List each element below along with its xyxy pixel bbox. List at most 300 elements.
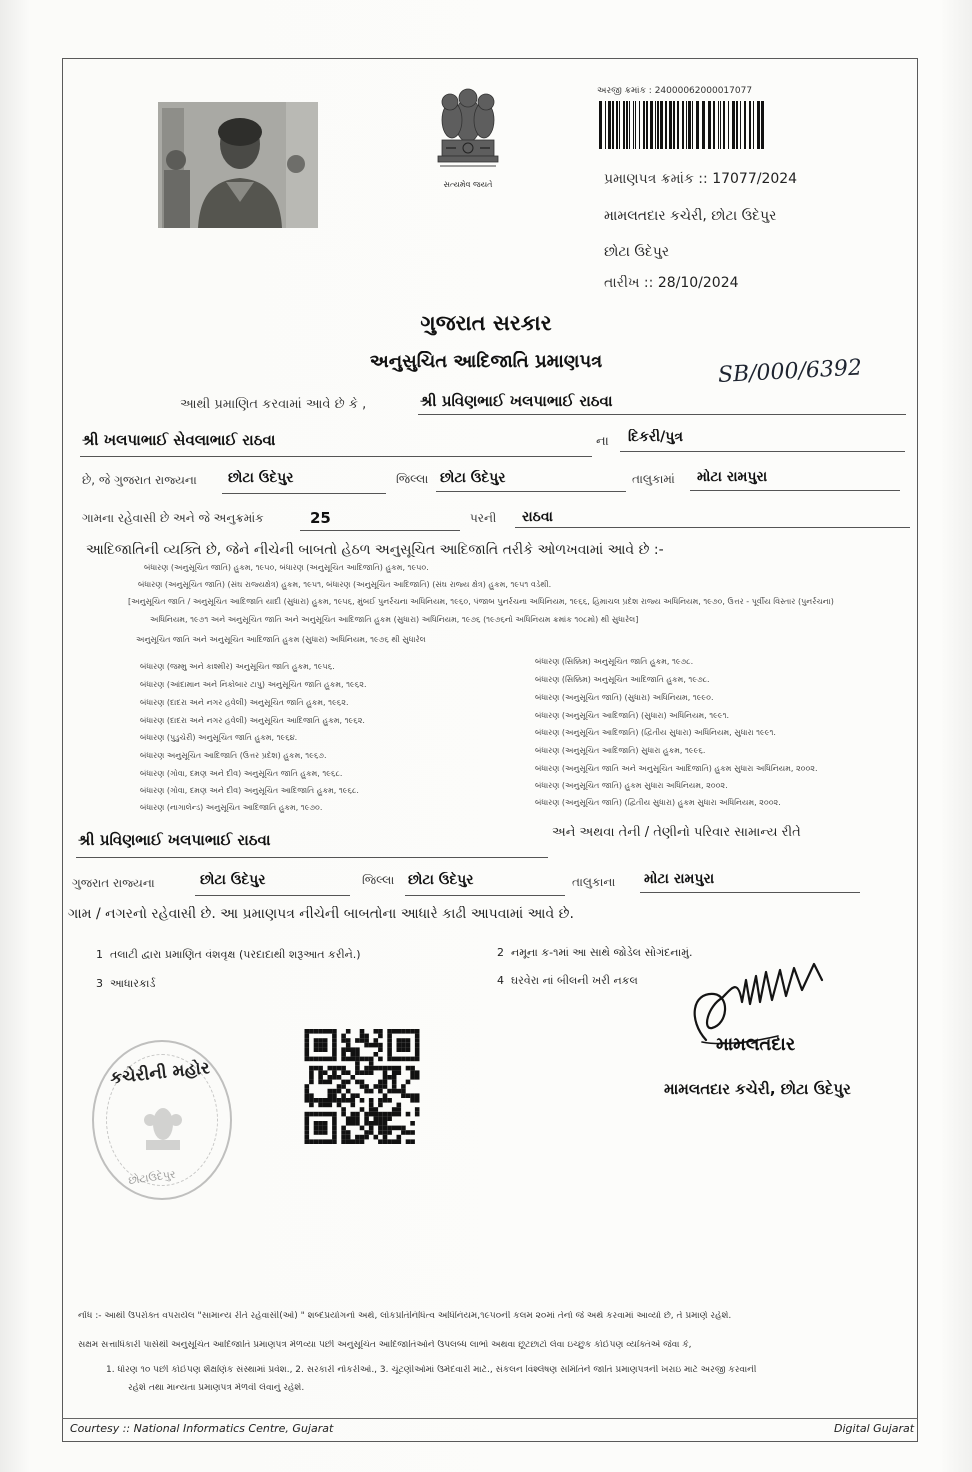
qr-module [392, 1089, 397, 1094]
qr-module [337, 1089, 342, 1094]
order-right-item: બંધારણ (અનુસૂચિત આદિજાતિ) (દ્વિતીય સુધારા) અધિનિયમ, સુધારા ૧૯૯૧. [535, 728, 776, 737]
qr-module [332, 1066, 337, 1071]
district-value-2: છોટા ઉદેપુર [440, 470, 506, 486]
qr-module [337, 1084, 342, 1089]
barcode-bar [657, 101, 659, 149]
qr-module [360, 1098, 365, 1103]
qr-module [355, 1066, 360, 1071]
barcode-bar [629, 101, 630, 149]
qr-module [332, 1112, 337, 1117]
national-emblem-icon [430, 80, 506, 180]
person-name-underline [418, 414, 906, 415]
qr-module [328, 1080, 333, 1085]
qr-module [378, 1029, 383, 1034]
qr-module [383, 1093, 388, 1098]
qr-module [387, 1043, 392, 1048]
qr-module [341, 1130, 346, 1135]
qr-module [410, 1098, 415, 1103]
qr-module [387, 1047, 392, 1052]
qr-module [392, 1126, 397, 1131]
person-name: શ્રી પ્રવિણભાઈ ખલપાભાઈ રાઠવા [420, 392, 613, 410]
qr-module [369, 1043, 374, 1048]
qr-module [374, 1084, 379, 1089]
qr-module [305, 1047, 310, 1052]
qr-module [328, 1139, 333, 1144]
qr-module [337, 1075, 342, 1080]
qr-module [314, 1121, 319, 1126]
qr-module [355, 1135, 360, 1140]
barcode-bar [660, 101, 663, 149]
qr-module [406, 1112, 411, 1117]
qr-module [378, 1080, 383, 1085]
qr-module [369, 1103, 374, 1108]
signatory-office: મામલતદાર કચેરી, છોટા ઉદેપુર [664, 1080, 851, 1098]
qr-module [410, 1029, 415, 1034]
qr-module [341, 1107, 346, 1112]
qr-module [406, 1139, 411, 1144]
qr-module [346, 1089, 351, 1094]
certificate-number: 17077/2024 [712, 171, 798, 187]
qr-module [332, 1038, 337, 1043]
qr-module [387, 1052, 392, 1057]
qr-module [387, 1075, 392, 1080]
order-line: અધિનિયમ, ૧૯૭૧ અને અનુસૂચિત જાતિ અને અનુસૂચિત આદિજાતિ હુકમ (સુધારા) અધિનિયમ, ૧૯૭૬ (૧૯૭૬નો અધિનિયમ ક્રમાંક ૧૦૮મો) થી સુધારેલ] [150, 615, 639, 624]
qr-module [397, 1070, 402, 1075]
barcode-bar [720, 101, 721, 149]
qr-module [374, 1043, 379, 1048]
qr-module [360, 1029, 365, 1034]
qr-module [305, 1112, 310, 1117]
relation: દિકરી/પુત્ર [628, 429, 683, 445]
qr-module [392, 1029, 397, 1034]
qr-module [410, 1093, 415, 1098]
qr-module [383, 1066, 388, 1071]
barcode-bar [732, 101, 735, 149]
barcode-bar [728, 101, 729, 149]
qr-module [387, 1029, 392, 1034]
qr-module [360, 1038, 365, 1043]
document-number: 3 [96, 977, 103, 990]
qr-module [387, 1057, 392, 1062]
qr-module [328, 1057, 333, 1062]
qr-module [355, 1093, 360, 1098]
qr-module [383, 1075, 388, 1080]
qr-module [383, 1130, 388, 1135]
qr-module [364, 1057, 369, 1062]
qr-module [318, 1126, 323, 1131]
qr-module [314, 1130, 319, 1135]
qr-module [397, 1139, 402, 1144]
qr-module [415, 1070, 420, 1075]
qr-module [355, 1038, 360, 1043]
qr-module [415, 1098, 420, 1103]
qr-module [360, 1126, 365, 1131]
qr-module [383, 1139, 388, 1144]
qr-module [309, 1057, 314, 1062]
qr-module [410, 1075, 415, 1080]
qr-module [397, 1057, 402, 1062]
qr-module [323, 1029, 328, 1034]
qr-module [355, 1139, 360, 1144]
qr-module [318, 1130, 323, 1135]
qr-module [355, 1061, 360, 1066]
qr-module [341, 1047, 346, 1052]
qr-module [351, 1047, 356, 1052]
barcode-bar [633, 101, 634, 149]
qr-module [318, 1080, 323, 1085]
qr-module [314, 1038, 319, 1043]
qr-module [341, 1093, 346, 1098]
qr-module [346, 1029, 351, 1034]
qr-module [318, 1029, 323, 1034]
qr-module [323, 1080, 328, 1085]
qr-module [309, 1080, 314, 1085]
qr-module [341, 1057, 346, 1062]
qr-module [323, 1126, 328, 1131]
certificate-number-row [604, 171, 844, 189]
qr-module [360, 1070, 365, 1075]
qr-module [309, 1139, 314, 1144]
barcode-bar [686, 101, 687, 149]
tribe-name: રાઠવા [522, 509, 553, 525]
qr-module [337, 1098, 342, 1103]
serial-number: 25 [310, 509, 331, 527]
qr-module [369, 1107, 374, 1112]
qr-module [415, 1112, 420, 1117]
qr-module [318, 1066, 323, 1071]
barcode-bar [702, 101, 705, 149]
qr-module [378, 1089, 383, 1094]
document-text: તલાટી દ્વારા પ્રમાણિત વંશવૃક્ષ (પરદાદાથી શરૂઆત કરીને.) [110, 948, 361, 961]
qr-module [401, 1043, 406, 1048]
qr-module [341, 1034, 346, 1039]
qr-module [360, 1080, 365, 1085]
residence-village-underline [640, 892, 860, 893]
seal-label: કચેરીની મહોર [109, 1058, 211, 1089]
qr-module [397, 1135, 402, 1140]
qr-module [328, 1075, 333, 1080]
applicant-photo [158, 102, 318, 228]
district-1-underline [222, 493, 386, 494]
qr-module [397, 1038, 402, 1043]
qr-module [387, 1038, 392, 1043]
qr-module [323, 1043, 328, 1048]
qr-module [318, 1038, 323, 1043]
barcode-bar [616, 101, 618, 149]
qr-module [383, 1112, 388, 1117]
barcode-bar [713, 101, 715, 149]
qr-module [314, 1057, 319, 1062]
qr-module [346, 1047, 351, 1052]
qr-module [397, 1047, 402, 1052]
qr-module [355, 1057, 360, 1062]
qr-module [397, 1043, 402, 1048]
footer-divider [62, 1418, 918, 1419]
qr-module [401, 1029, 406, 1034]
qr-module [341, 1070, 346, 1075]
qr-module [332, 1070, 337, 1075]
qr-module [383, 1126, 388, 1131]
qr-module [332, 1089, 337, 1094]
qr-module [318, 1070, 323, 1075]
qr-code [303, 1025, 421, 1150]
barcode-bar [692, 101, 693, 149]
barcode-bar [643, 101, 645, 149]
qr-module [309, 1098, 314, 1103]
qr-module [305, 1130, 310, 1135]
order-right-item: બંધારણ (સિક્કિમ) અનુસૂચિત આદિજાતિ હુકમ, ૧૯૭૮. [535, 675, 710, 684]
qr-module [332, 1034, 337, 1039]
district-2-underline [436, 491, 626, 492]
qr-module [323, 1038, 328, 1043]
state-label: છે, જે ગુજરાત રાજ્યના [82, 473, 197, 487]
residence-person-name: શ્રી પ્રવિણભાઈ ખલપાભાઈ રાઠવા [78, 831, 271, 849]
document-number: 1 [96, 948, 103, 961]
qr-module [374, 1052, 379, 1057]
qr-module [346, 1121, 351, 1126]
qr-module [314, 1029, 319, 1034]
barcode-bar [599, 101, 602, 149]
benefits-intro: સક્ષમ સત્તાધિકારી પાસેથી અનુસૂચિત આદિજાતિ પ્રમાણપત્ર મેળવ્યા પછી અનુસૂચિત આદિજાતિઓને ઉપલબ્ધ લાભો અથવા છૂટછાટો લેવા ઇચ્છુક કોઈપણ વ્યક્તિએ જેવા કે, [78, 1340, 692, 1350]
qr-module [332, 1052, 337, 1057]
father-name: શ્રી ખલપાભાઈ સેવલાભાઈ રાઠવા [82, 431, 276, 449]
qr-module [387, 1112, 392, 1117]
issue-date: 28/10/2024 [657, 275, 739, 291]
qr-module [360, 1135, 365, 1140]
qr-module [314, 1043, 319, 1048]
qr-module [355, 1112, 360, 1117]
barcode-bar [718, 101, 719, 149]
qr-module [397, 1126, 402, 1131]
qr-module [392, 1107, 397, 1112]
qr-module [318, 1112, 323, 1117]
residence-district-2-underline [405, 895, 565, 896]
qr-module [305, 1034, 310, 1039]
qr-module [323, 1103, 328, 1108]
qr-module [406, 1066, 411, 1071]
qr-module [383, 1080, 388, 1085]
qr-module [314, 1098, 319, 1103]
qr-module [351, 1139, 356, 1144]
qr-module [314, 1139, 319, 1144]
qr-module [332, 1126, 337, 1131]
qr-module [369, 1061, 374, 1066]
qr-module [406, 1043, 411, 1048]
qr-module [374, 1116, 379, 1121]
qr-module [318, 1121, 323, 1126]
on-label: પરની [470, 511, 497, 525]
district-label: જિલ્લા [396, 472, 429, 486]
qr-module [369, 1121, 374, 1126]
qr-module [401, 1130, 406, 1135]
qr-module [383, 1121, 388, 1126]
benefits-items: 1. ધોરણ ૧૦ પછી કોઈપણ શૈક્ષણિક સંસ્થામાં પ્રવેશ., 2. સરકારી નોકરીઓ., 3. ચૂંટણીઓમાં ઉમેદવારી માટે., સંકલન વિશ્લેષણ સમિતિને જાતિ પ્રમાણપત્રની ખરાઇ માટે અરજી કરવાની [106, 1365, 757, 1375]
qr-module [305, 1093, 310, 1098]
qr-module [378, 1112, 383, 1117]
qr-module [337, 1103, 342, 1108]
barcode-bar [744, 101, 746, 149]
qr-module [397, 1089, 402, 1094]
qr-module [305, 1084, 310, 1089]
qr-module [364, 1070, 369, 1075]
order-line: અનુસૂચિત જાતિ અને અનુસૂચિત આદિજાતિ હુકમ (સુધારા) અધિનિયમ, ૧૯૭૬ થી સુધારેલ [136, 635, 426, 644]
qr-module [364, 1121, 369, 1126]
qr-module [309, 1066, 314, 1071]
qr-module [309, 1103, 314, 1108]
qr-module [406, 1057, 411, 1062]
qr-module [374, 1029, 379, 1034]
issuing-place: છોટા ઉદેપુર [604, 244, 670, 260]
qr-module [355, 1116, 360, 1121]
qr-module [328, 1098, 333, 1103]
qr-module [328, 1089, 333, 1094]
qr-module [415, 1107, 420, 1112]
qr-module [401, 1126, 406, 1131]
barcode-bar [635, 101, 636, 149]
footer-brand: Digital Gujarat [834, 1422, 915, 1435]
qr-module [323, 1057, 328, 1062]
qr-module [397, 1112, 402, 1117]
qr-module [369, 1070, 374, 1075]
qr-module [323, 1098, 328, 1103]
qr-module [374, 1038, 379, 1043]
qr-module [346, 1130, 351, 1135]
father-name-underline [80, 456, 592, 457]
qr-module [314, 1066, 319, 1071]
qr-module [309, 1070, 314, 1075]
document-text: આધારકાર્ડ [110, 977, 156, 990]
residence-village: મોટા રામપુરા [644, 871, 715, 887]
document-item [497, 974, 677, 988]
order-left-item: બંધારણ (પુડુચેરી) અનુસૂચિત જાતિ હુકમ, ૧૯૬૪. [140, 733, 298, 742]
qr-module [351, 1112, 356, 1117]
qr-module [332, 1135, 337, 1140]
order-right-item: બંધારણ (અનુસૂચિત જાતિ અને અનુસૂચિત આદિજાતિ) હુકમ સુધારા અધિનિયમ, ૨૦૦૨. [535, 764, 818, 773]
qr-module [346, 1139, 351, 1144]
qr-module [383, 1070, 388, 1075]
qr-module [341, 1052, 346, 1057]
qr-module [318, 1075, 323, 1080]
qr-module [328, 1066, 333, 1071]
qr-module [346, 1098, 351, 1103]
qr-module [378, 1047, 383, 1052]
qr-module [355, 1121, 360, 1126]
barcode-bar [669, 101, 672, 149]
qr-module [305, 1038, 310, 1043]
district-value-1: છોટા ઉદેપુર [228, 470, 294, 486]
qr-module [410, 1057, 415, 1062]
qr-module [378, 1139, 383, 1144]
qr-module [387, 1066, 392, 1071]
qr-module [364, 1084, 369, 1089]
qr-module [387, 1130, 392, 1135]
order-right-item: બંધારણ (અનુસૂચિત જાતિ) હુકમ સુધારા અધિનિયમ, ૨૦૦૨. [535, 781, 728, 790]
qr-module [341, 1098, 346, 1103]
qr-module [364, 1066, 369, 1071]
order-line: બંધારણ (અનુસૂચિત જાતિ) (સંઘ રાજ્યક્ષેત્ર) હુકમ, ૧૯૫૧, બંધારણ (અનુસૂચિત આદિજાતિ) (સંઘ રાજ્ય ક્ષેત્ર) હુકમ, ૧૯૫૧ વડેથી. [138, 580, 552, 589]
qr-module [318, 1139, 323, 1144]
qr-module [341, 1066, 346, 1071]
qr-module [318, 1047, 323, 1052]
date-row [604, 275, 824, 293]
qr-module [355, 1047, 360, 1052]
footer-courtesy: Courtesy :: National Informatics Centre, Gujarat [70, 1422, 334, 1435]
residence-district-2: છોટા ઉદેપુર [408, 872, 474, 888]
qr-module [341, 1112, 346, 1117]
barcode-bar [639, 101, 640, 149]
qr-module [305, 1089, 310, 1094]
barcode-bar [753, 101, 754, 149]
qr-module [305, 1116, 310, 1121]
barcode-bar [612, 101, 614, 149]
barcode-bar [619, 101, 620, 149]
qr-module [314, 1126, 319, 1131]
qr-module [360, 1139, 365, 1144]
qr-module [415, 1057, 420, 1062]
handwritten-reference: SB/000/6392 [717, 355, 863, 388]
qr-module [387, 1116, 392, 1121]
qr-module [323, 1139, 328, 1144]
qr-module [309, 1112, 314, 1117]
family-label: અને અથવા તેની / તેણીનો પરિવાર સામાન્ય રીતે [552, 825, 801, 840]
issuing-office: મામલતદાર કચેરી, છોટા ઉદેપુર [604, 208, 777, 224]
qr-module [401, 1089, 406, 1094]
qr-module [305, 1135, 310, 1140]
barcode-bar [757, 101, 760, 149]
qr-module [332, 1130, 337, 1135]
qr-module [374, 1135, 379, 1140]
qr-module [318, 1098, 323, 1103]
qr-module [410, 1130, 415, 1135]
residence-district-1-underline [195, 895, 350, 896]
qr-module [374, 1066, 379, 1071]
qr-module [346, 1070, 351, 1075]
qr-module [415, 1034, 420, 1039]
qr-module [364, 1038, 369, 1043]
qr-module [415, 1075, 420, 1080]
qr-module [305, 1098, 310, 1103]
qr-module [346, 1038, 351, 1043]
qr-module [332, 1098, 337, 1103]
residence-name-underline [76, 857, 548, 858]
qr-module [374, 1107, 379, 1112]
qr-module [351, 1075, 356, 1080]
seal-place: છોટાઉદેપુર [127, 1167, 177, 1188]
document-text: ઘરવેરા નાં બીલની ખરી નકલ [511, 974, 638, 987]
qr-module [364, 1112, 369, 1117]
qr-module [415, 1047, 420, 1052]
qr-module [369, 1066, 374, 1071]
qr-module [415, 1043, 420, 1048]
qr-module [369, 1112, 374, 1117]
qr-module [387, 1126, 392, 1131]
tribe-underline [515, 527, 910, 528]
note-text: નોંધ :- આથી ઉપરોક્ત વપરાયેલ "સામાન્ય રીતે રહેવાસી(ઓ) " શબ્દપ્રયોગનો અર્થ, લોકપ્રતિનિધિત્વ અધિનિયમ,૧૯૫૦ની કલમ ૨૦માં તેનો જે અર્થ કરવામાં આવ્યો છે, તે પ્રમાણે રહેશે. [78, 1311, 732, 1321]
qr-module [360, 1034, 365, 1039]
qr-module [346, 1116, 351, 1121]
qr-module [401, 1093, 406, 1098]
qr-module [351, 1057, 356, 1062]
order-left-item: બંધારણ અનુસૂચિત આદિજાતિ (ઉત્તર પ્રદેશ) હુકમ, ૧૯૬૭. [140, 751, 327, 760]
qr-module [392, 1139, 397, 1144]
qr-module [314, 1112, 319, 1117]
qr-module [355, 1080, 360, 1085]
qr-module [305, 1029, 310, 1034]
recognition-text: આદિજાતિની વ્યક્તિ છે, જેને નીચેની બાબતો હેઠળ અનુસૂચિત આદિજાતિ તરીકે ઓળખવામાં આવે છે :- [86, 542, 664, 558]
qr-module [401, 1084, 406, 1089]
qr-module [314, 1047, 319, 1052]
qr-module [383, 1116, 388, 1121]
